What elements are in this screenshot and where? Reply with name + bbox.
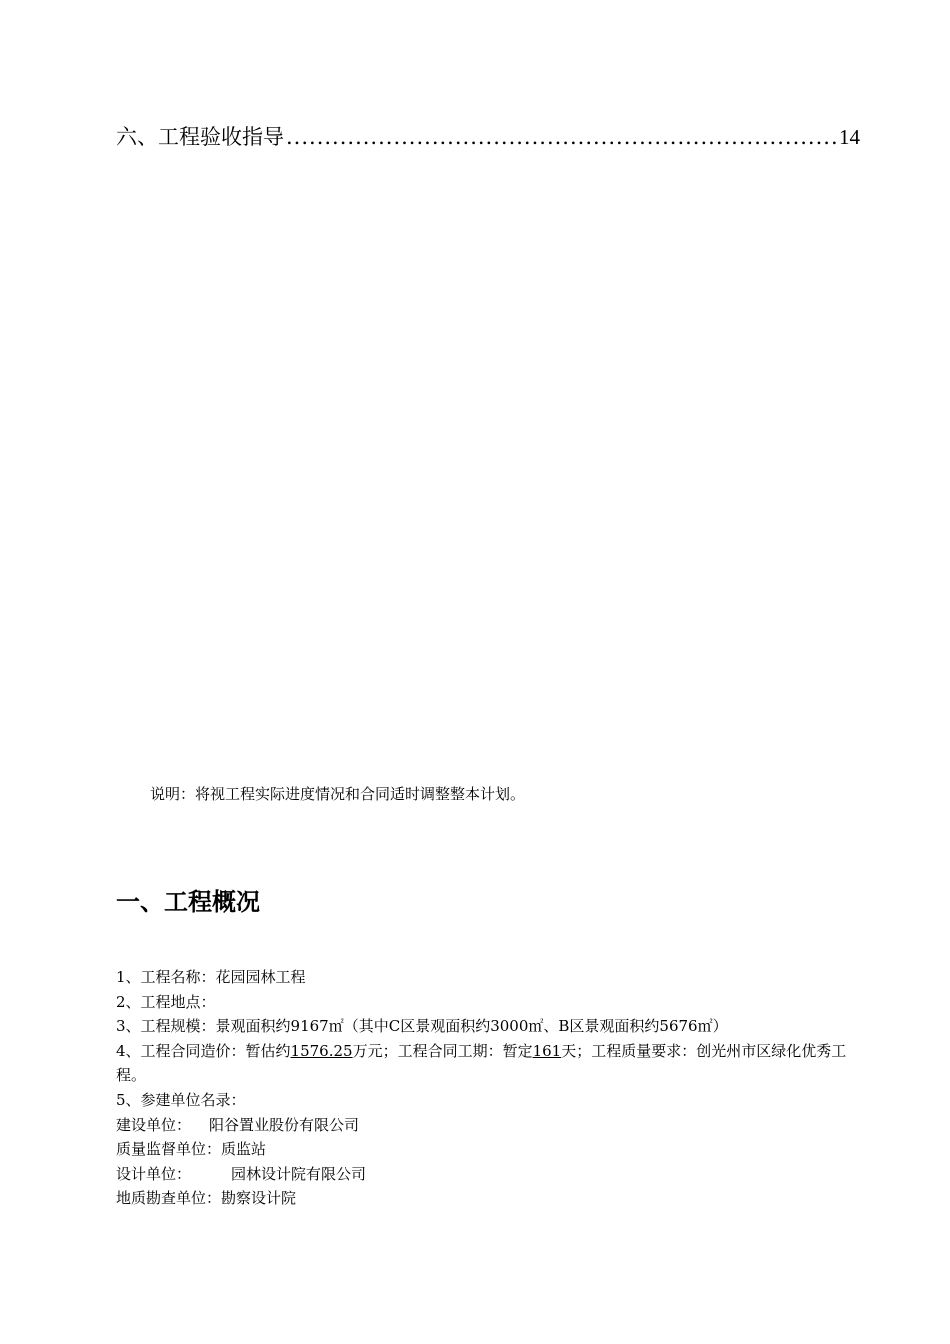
unit-row-supervision — [116, 1137, 862, 1162]
unit-label: 地质勘查单位： — [116, 1189, 222, 1208]
unit-row-design — [116, 1162, 862, 1187]
unit-label: 建设单位： — [116, 1115, 192, 1134]
contract-line — [116, 1039, 862, 1088]
unit-label: 设计单位： — [116, 1164, 192, 1183]
contract-cost-label: 4、工程合同造价：暂估约 — [116, 1041, 291, 1060]
quality-requirement: 天；工程质量要求：创光州市区绿化优秀工程。 — [116, 1041, 847, 1085]
unit-row-construction — [116, 1113, 862, 1138]
toc-leader-dots — [286, 122, 837, 152]
project-location-line: 2、工程地点： — [116, 992, 216, 1011]
unit-value: 阳谷置业股份有限公司 — [209, 1115, 360, 1134]
unit-label: 质量监督单位： — [116, 1140, 222, 1159]
unit-row-survey — [116, 1186, 862, 1211]
toc-entry[interactable] — [116, 122, 860, 152]
contract-duration-label: 万元；工程合同工期：暂定 — [352, 1041, 533, 1060]
plan-note: 说明：将视工程实际进度情况和合同适时调整整本计划。 — [150, 785, 526, 803]
unit-value: 质监站 — [221, 1140, 267, 1159]
contract-duration-value: 161 — [532, 1041, 562, 1060]
project-overview — [116, 965, 862, 1211]
contract-cost-value: 1576.25 — [290, 1041, 353, 1060]
project-scale-line: 3、工程规模：景观面积约9167㎡（其中C区景观面积约3000㎡、B区景观面积约5676㎡） — [116, 1017, 728, 1036]
toc-page-number: 14 — [839, 125, 860, 149]
unit-value: 勘察设计院 — [221, 1189, 297, 1208]
unit-value: 园林设计院有限公司 — [231, 1164, 367, 1183]
section-heading: 一、工程概况 — [116, 888, 260, 916]
project-name-line: 1、工程名称：花园园林工程 — [116, 968, 306, 986]
toc-entry-title: 六、工程验收指导 — [116, 125, 284, 149]
participants-heading: 5、参建单位名录： — [116, 1090, 246, 1109]
